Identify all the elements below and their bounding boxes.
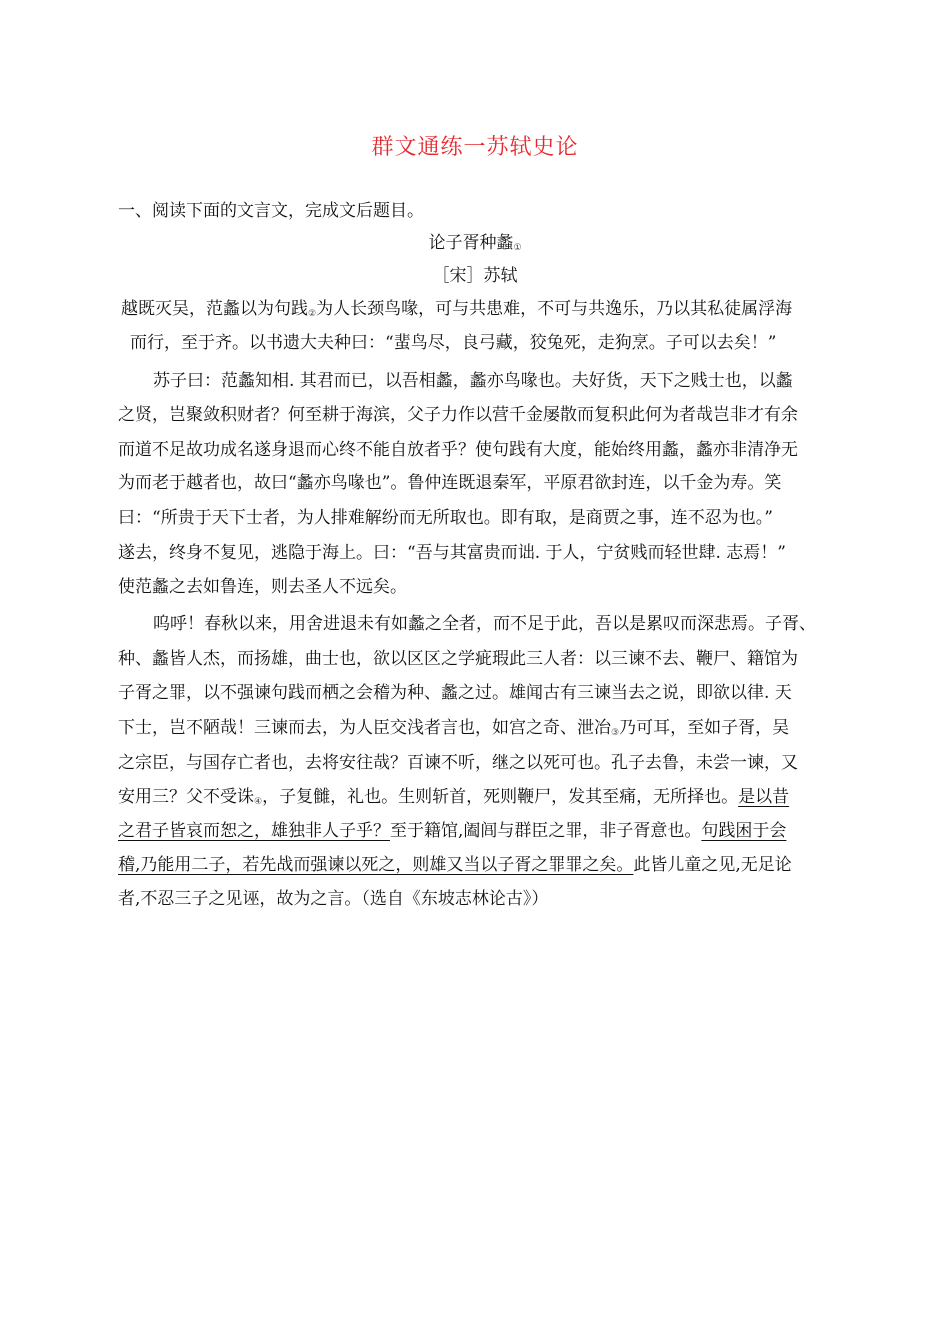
text-line-9 (118, 574, 407, 600)
footnote-marker: ③ (611, 728, 620, 738)
text-line-6 (118, 470, 781, 496)
text-segment: 此皆儿童之见,无足论 (633, 855, 792, 875)
text-line-17 (118, 852, 792, 878)
text-segment: 子胥之罪，以不强谏句践而栖之会稽为种、蠡之过。雄闻古有三谏当去之说，即欲以律. 天 (118, 683, 792, 703)
text-line-7 (118, 505, 773, 531)
essay-heading-text: 论子胥种蠡 (428, 233, 514, 253)
essay-heading (0, 230, 950, 261)
text-line-11 (118, 646, 798, 672)
text-line-8 (118, 540, 786, 566)
text-line-10 (153, 611, 816, 637)
text-segment: 越既灭吴，范蠡以为句践 (121, 299, 308, 319)
text-line-15 (118, 784, 789, 815)
essay-heading-footnote-marker: ① (513, 243, 522, 253)
text-segment: 之贤，岂聚敛积财者？何至耕于海滨，父子力作以营千金屡散而复积此何为者哉岂非才有余 (118, 405, 798, 425)
footnote-marker: ② (308, 309, 317, 319)
footnote-marker: ④ (254, 797, 263, 807)
text-segment: 下士，岂不陋哉！三谏而去，为人臣交浅者言也，如宫之奇、泄冶 (118, 718, 611, 738)
text-line-16 (118, 818, 786, 844)
text-segment: 之宗臣，与国存亡者也，去将安往哉？百谏不听，继之以死可也。孔子去鲁，未尝一谏，又 (118, 753, 798, 773)
underlined-sentence: 句践困于会 (701, 821, 787, 841)
text-line-13 (118, 715, 789, 746)
underlined-sentence: 之君子皆哀而恕之，雄独非人子乎？ (118, 821, 390, 841)
text-segment: 曰：“所贵于天下士者，为人排难解纷而无所取也。即有取，是商贾之事，连不忍为也。” (118, 508, 773, 528)
underlined-sentence: 稽,乃能用二子，若先战而强谏以死之，则雄又当以子胥之罪罪之矣。 (118, 855, 634, 875)
text-line-18 (118, 886, 548, 912)
text-line-12 (118, 680, 792, 706)
text-line-2 (130, 330, 776, 356)
essay-author: ［宋］苏轼 (432, 266, 518, 286)
document-title: 群文通练一苏轼史论 (371, 135, 579, 160)
text-segment: 为而老于越者也，故曰“蠡亦鸟喙也”。鲁仲连既退秦军，平原君欲封连，以千金为寿。笑 (118, 473, 782, 493)
text-segment: 遂去，终身不复见，逃隐于海上。曰：“吾与其富贵而诎. 于人，宁贫贱而轻世肆. 志焉！” (118, 543, 786, 563)
text-segment: ，子复雠，礼也。生则斩首，死则鞭尸，发其至痛，无所择也。 (262, 787, 739, 807)
text-line-5 (118, 437, 798, 463)
text-segment: 乃可耳，至如子胥，吴 (619, 718, 790, 738)
text-segment: 使范蠡之去如鲁连，则去圣人不远矣。 (118, 577, 407, 597)
text-segment: 为人长颈鸟喙，可与共患难，不可与共逸乐，乃以其私徒属浮海 (316, 299, 793, 319)
text-line-1 (121, 296, 792, 327)
text-segment: 安用三？父不受诛 (118, 787, 254, 807)
text-segment: 至于籍馆,阖闾与群臣之罪，非子胥意也。 (390, 821, 702, 841)
text-segment: 呜呼！春秋以来，用舍进退未有如蠡之全者，而不足于此，吾以是累叹而深悲焉。子胥、 (153, 614, 816, 634)
text-line-3 (153, 368, 793, 394)
text-segment: 苏子曰：范蠡知相. 其君而已，以吾相蠡，蠡亦鸟喙也。夫好货，天下之贱士也，以蠡 (153, 371, 793, 391)
text-line-4 (118, 402, 798, 428)
instruction-text: 一、阅读下面的文言文，完成文后题目。 (118, 201, 424, 221)
text-line-14 (118, 750, 798, 776)
text-segment: 而行，至于齐。以书遗大夫种曰：“蜚鸟尽，良弓藏，狡兔死，走狗烹。子可以去矣！” (130, 333, 777, 353)
text-segment: 者,不忍三子之见诬，故为之言。（选自《东坡志林论古》） (118, 889, 549, 909)
underlined-sentence: 是以昔 (738, 787, 790, 807)
text-segment: 而道不足故功成名遂身退而心终不能自放者乎？使句践有大度，能始终用蠡，蠡亦非清净无 (118, 440, 798, 460)
text-segment: 种、蠡皆人杰，而扬雄，曲士也，欲以区区之学疵瑕此三人者：以三谏不去、鞭尸、籍馆为 (118, 649, 798, 669)
